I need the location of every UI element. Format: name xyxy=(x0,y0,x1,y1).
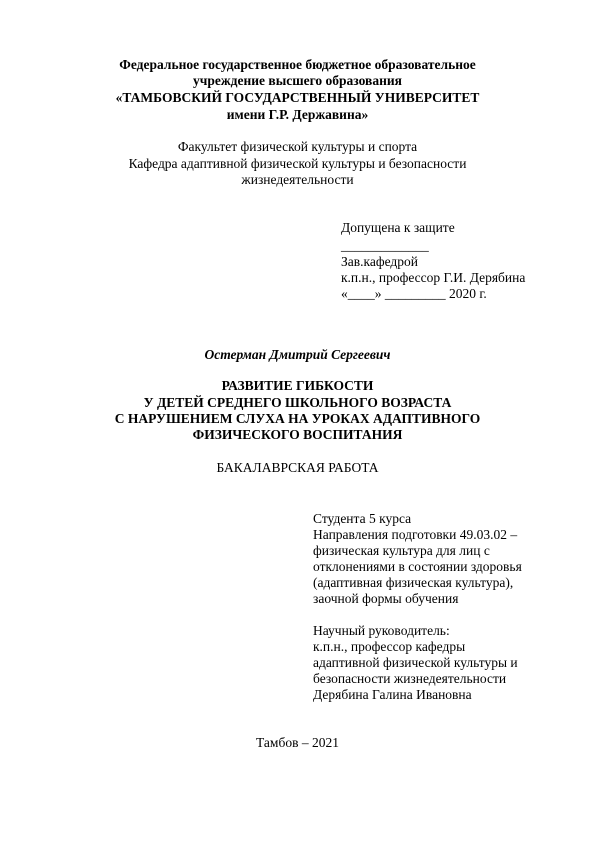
student-line-2: Направления подготовки 49.03.02 – xyxy=(313,527,518,542)
student-line-5: (адаптивная физическая культура), xyxy=(313,575,514,590)
supervisor-line-4: безопасности жизнедеятельности xyxy=(313,671,507,686)
student-line-1: Студента 5 курса xyxy=(313,511,412,526)
student-block xyxy=(313,511,522,607)
org-line-1: Федеральное государственное бюджетное образовательное xyxy=(119,57,476,72)
title-line-4: ФИЗИЧЕСКОГО ВОСПИТАНИЯ xyxy=(192,427,403,442)
title-line-2: У ДЕТЕЙ СРЕДНЕГО ШКОЛЬНОГО ВОЗРАСТА xyxy=(143,395,452,410)
supervisor-line-2: к.п.н., профессор кафедры xyxy=(313,639,466,654)
student-line-4: отклонениями в состоянии здоровья xyxy=(313,559,522,574)
student-line-6: заочной формы обучения xyxy=(313,591,459,606)
title-line-3: С НАРУШЕНИЕМ СЛУХА НА УРОКАХ АДАПТИВНОГО xyxy=(114,411,481,426)
supervisor-block xyxy=(313,623,518,703)
supervisor-line-5: Дерябина Галина Ивановна xyxy=(313,687,472,702)
author-name: Остерман Дмитрий Сергеевич xyxy=(204,347,391,362)
org-line-2: учреждение высшего образования xyxy=(193,73,402,88)
approval-block xyxy=(341,220,525,302)
approval-line-3: к.п.н., профессор Г.И. Дерябина xyxy=(341,270,526,285)
org-line-4: имени Г.Р. Державина» xyxy=(226,107,369,122)
work-type: БАКАЛАВРСКАЯ РАБОТА xyxy=(216,460,379,475)
supervisor-line-1: Научный руководитель: xyxy=(313,623,450,638)
faculty-line-2: Кафедра адаптивной физической культуры и безопасности xyxy=(128,156,467,171)
student-line-3: физическая культура для лиц с xyxy=(313,543,490,558)
approval-blank: _____________ xyxy=(341,238,429,253)
city-year: Тамбов – 2021 xyxy=(256,735,339,750)
org-line-3: «ТАМБОВСКИЙ ГОСУДАРСТВЕННЫЙ УНИВЕРСИТЕТ xyxy=(115,90,480,105)
supervisor-line-3: адаптивной физической культуры и xyxy=(313,655,518,670)
title-line-1: РАЗВИТИЕ ГИБКОСТИ xyxy=(221,378,374,393)
approval-line-4: «____» _________ 2020 г. xyxy=(341,286,487,301)
approval-line-2: Зав.кафедрой xyxy=(341,254,419,269)
faculty-line-1: Факультет физической культуры и спорта xyxy=(177,139,418,154)
approval-line-1: Допущена к защите xyxy=(341,220,455,235)
faculty-line-3: жизнедеятельности xyxy=(241,172,354,187)
